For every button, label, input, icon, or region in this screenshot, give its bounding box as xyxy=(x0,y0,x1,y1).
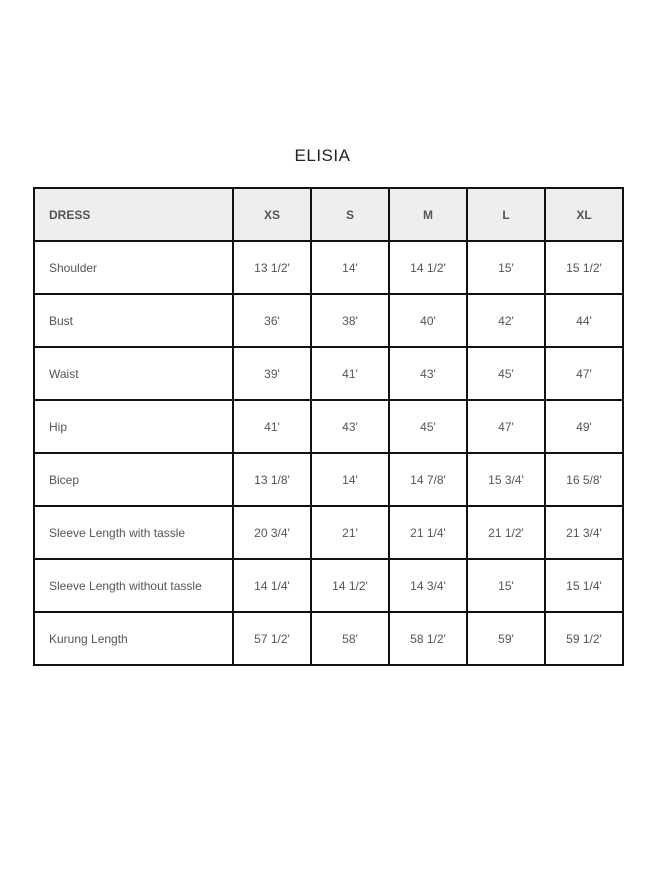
table-cell: 40' xyxy=(389,294,467,347)
header-cell-size: XL xyxy=(545,188,623,241)
table-cell: 43' xyxy=(389,347,467,400)
table-cell: 58' xyxy=(311,612,389,665)
row-label: Bust xyxy=(34,294,233,347)
row-label: Sleeve Length with tassle xyxy=(34,506,233,559)
table-header-row xyxy=(34,188,623,241)
table-cell: 15' xyxy=(467,241,545,294)
header-cell-size: M xyxy=(389,188,467,241)
table-cell: 41' xyxy=(233,400,311,453)
table-cell: 14 3/4' xyxy=(389,559,467,612)
row-label: Shoulder xyxy=(34,241,233,294)
table-row xyxy=(34,241,623,294)
table-cell: 49' xyxy=(545,400,623,453)
row-label: Bicep xyxy=(34,453,233,506)
header-cell-size: L xyxy=(467,188,545,241)
table-row xyxy=(34,347,623,400)
table-cell: 14' xyxy=(311,241,389,294)
table-cell: 16 5/8' xyxy=(545,453,623,506)
row-label: Hip xyxy=(34,400,233,453)
table-cell: 13 1/8' xyxy=(233,453,311,506)
table-cell: 47' xyxy=(467,400,545,453)
table-cell: 47' xyxy=(545,347,623,400)
header-cell-size: S xyxy=(311,188,389,241)
page-title: ELISIA xyxy=(294,146,351,165)
row-label: Kurung Length xyxy=(34,612,233,665)
header-cell-size: XS xyxy=(233,188,311,241)
table-cell: 13 1/2' xyxy=(233,241,311,294)
table-cell: 14 7/8' xyxy=(389,453,467,506)
table-cell: 38' xyxy=(311,294,389,347)
table-row xyxy=(34,559,623,612)
table-cell: 45' xyxy=(389,400,467,453)
table-row xyxy=(34,612,623,665)
table-cell: 21 1/4' xyxy=(389,506,467,559)
header-cell-dress: DRESS xyxy=(34,188,233,241)
table-cell: 59' xyxy=(467,612,545,665)
table-cell: 21' xyxy=(311,506,389,559)
table-cell: 15' xyxy=(467,559,545,612)
table-cell: 45' xyxy=(467,347,545,400)
table-row xyxy=(34,453,623,506)
table-cell: 15 1/2' xyxy=(545,241,623,294)
table-cell: 58 1/2' xyxy=(389,612,467,665)
table-row xyxy=(34,506,623,559)
table-cell: 14 1/4' xyxy=(233,559,311,612)
table-cell: 21 3/4' xyxy=(545,506,623,559)
table-cell: 21 1/2' xyxy=(467,506,545,559)
table-cell: 44' xyxy=(545,294,623,347)
table-cell: 14' xyxy=(311,453,389,506)
table-cell: 14 1/2' xyxy=(389,241,467,294)
table-cell: 57 1/2' xyxy=(233,612,311,665)
table-cell: 14 1/2' xyxy=(311,559,389,612)
table-cell: 59 1/2' xyxy=(545,612,623,665)
row-label: Sleeve Length without tassle xyxy=(34,559,233,612)
table-cell: 36' xyxy=(233,294,311,347)
table-cell: 42' xyxy=(467,294,545,347)
row-label: Waist xyxy=(34,347,233,400)
table-cell: 20 3/4' xyxy=(233,506,311,559)
table-cell: 43' xyxy=(311,400,389,453)
table-row xyxy=(34,294,623,347)
size-chart-table xyxy=(33,187,624,666)
table-cell: 39' xyxy=(233,347,311,400)
table-cell: 15 3/4' xyxy=(467,453,545,506)
table-row xyxy=(34,400,623,453)
table-cell: 15 1/4' xyxy=(545,559,623,612)
table-cell: 41' xyxy=(311,347,389,400)
